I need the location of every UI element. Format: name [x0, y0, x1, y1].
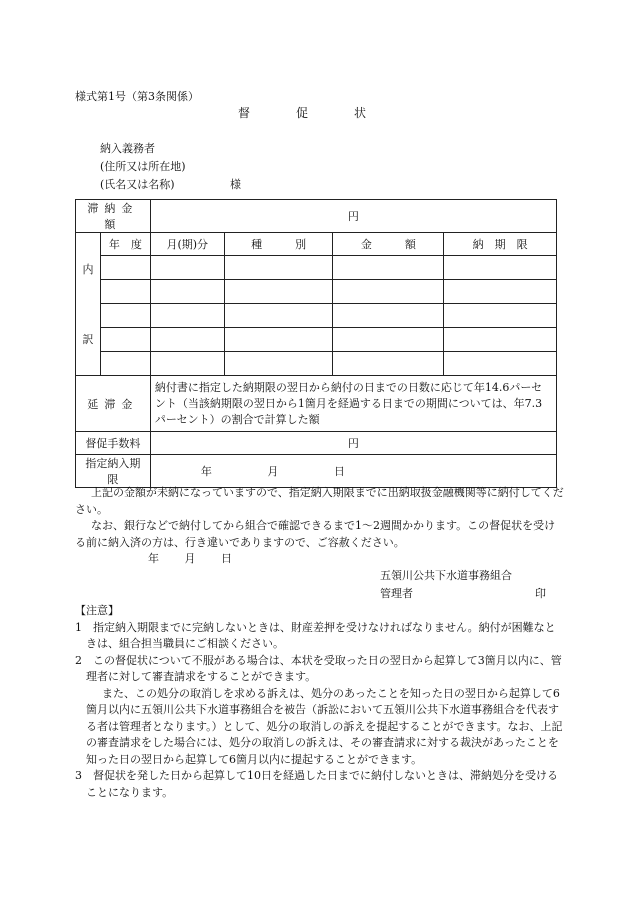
honorific: 様	[230, 178, 241, 191]
cell	[444, 352, 557, 376]
cell	[224, 256, 333, 280]
note-2: 2 この督促状について不服がある場合は、本状を受取った日の翌日から起算して3箇月以内に、管理者に対して審査請求をすることができます。	[75, 653, 562, 683]
breakdown-label-top: 内	[82, 263, 94, 276]
late-fee-text: 納付書に指定した納期限の翌日から納付の日までの日数に応じて年14.6パーセント（当該納期限の翌日から1箇月を経過する日までの期間については、年7.3パーセント）の割合で計算した額	[150, 376, 556, 432]
cell	[100, 256, 150, 280]
seal-mark: 印	[535, 587, 546, 600]
note-1: 1 指定納入期限までに完納しないときは、財産差押を受けなければなりません。納付が困難なときは、組合担当職員にご相談ください。	[75, 620, 556, 650]
note-2b: また、この処分の取消しを求める訴えは、処分のあったことを知った日の翌日から起算して6箇月以内に五領川公共下水道事務組合を被告（訴訟において五領川公共下水道事務組合を代表する者は管理者となります。）として、処分の取消しの訴えを提起することができます。なお、上記の審査請求をした場合には、処分の取消しの訴えは、その審査請求に対する裁決があったことを知った日の翌日から起算して6箇月以内に提起することができます。	[86, 686, 563, 766]
breakdown-label-bottom: 訳	[82, 333, 94, 346]
designated-deadline-label: 指定納入期限	[76, 455, 151, 488]
cell	[150, 352, 224, 376]
late-fee-label: 延滞金	[76, 376, 151, 432]
cell	[224, 304, 333, 328]
cell	[150, 280, 224, 304]
cell	[333, 280, 444, 304]
cell	[224, 352, 333, 376]
cell	[150, 328, 224, 352]
fee-yen: 円	[150, 432, 556, 455]
overdue-amount-yen: 円	[150, 200, 556, 233]
payer-address-label: (住所又は所在地)	[100, 160, 186, 173]
cell	[444, 304, 557, 328]
cell	[444, 256, 557, 280]
cell	[333, 328, 444, 352]
issuer-org: 五領川公共下水道事務組合	[380, 569, 512, 582]
cell	[333, 304, 444, 328]
date-month: 月	[267, 465, 279, 478]
issue-month: 月	[184, 552, 196, 565]
cell	[100, 328, 150, 352]
col-year: 年 度	[100, 233, 150, 256]
col-type: 種 別	[224, 233, 333, 256]
note-3: 3 督促状を発した日から起算して10日を経過した日までに納付しないときは、滞納処分を受けることになります。	[75, 769, 558, 799]
date-year: 年	[200, 465, 212, 478]
designated-deadline-date	[150, 455, 556, 488]
fee-label: 督促手数料	[76, 432, 151, 455]
cell	[224, 328, 333, 352]
payer-name-label: (氏名又は名称)	[100, 178, 175, 191]
cell	[100, 304, 150, 328]
cell	[333, 352, 444, 376]
body-paragraph-2: なお、銀行などで納付してから組合で確認できるまで1〜2週間かかります。この督促状を受ける前に納入済の方は、行き違いでありますので、ご容赦ください。	[75, 519, 556, 549]
body-paragraph-1: 上記の金額が未納になっていますので、指定納入期限までに出納取扱金融機関等に納付してください。	[75, 486, 564, 516]
cell	[444, 328, 557, 352]
cell	[333, 256, 444, 280]
cell	[150, 256, 224, 280]
col-month: 月(期)分	[150, 233, 224, 256]
issue-day: 日	[221, 552, 232, 565]
notes-heading: 【注意】	[75, 604, 119, 617]
notes-section	[75, 603, 565, 801]
issue-year: 年	[148, 552, 159, 565]
cell	[100, 280, 150, 304]
payer-label: 納入義務者	[100, 142, 155, 155]
overdue-amount-label: 滞納金額	[76, 200, 151, 233]
cell	[224, 280, 333, 304]
cell	[100, 352, 150, 376]
body-text	[75, 485, 565, 551]
issuer-title: 管理者	[380, 587, 413, 600]
breakdown-label	[76, 233, 101, 376]
col-deadline: 納 期 限	[444, 233, 557, 256]
form-number: 様式第1号（第3条関係）	[75, 90, 199, 103]
issue-date	[148, 550, 232, 566]
cell	[150, 304, 224, 328]
col-amount: 金 額	[333, 233, 444, 256]
page-title: 督促状	[238, 106, 413, 120]
overdue-table	[75, 199, 557, 488]
cell	[444, 280, 557, 304]
date-day: 日	[333, 465, 345, 478]
